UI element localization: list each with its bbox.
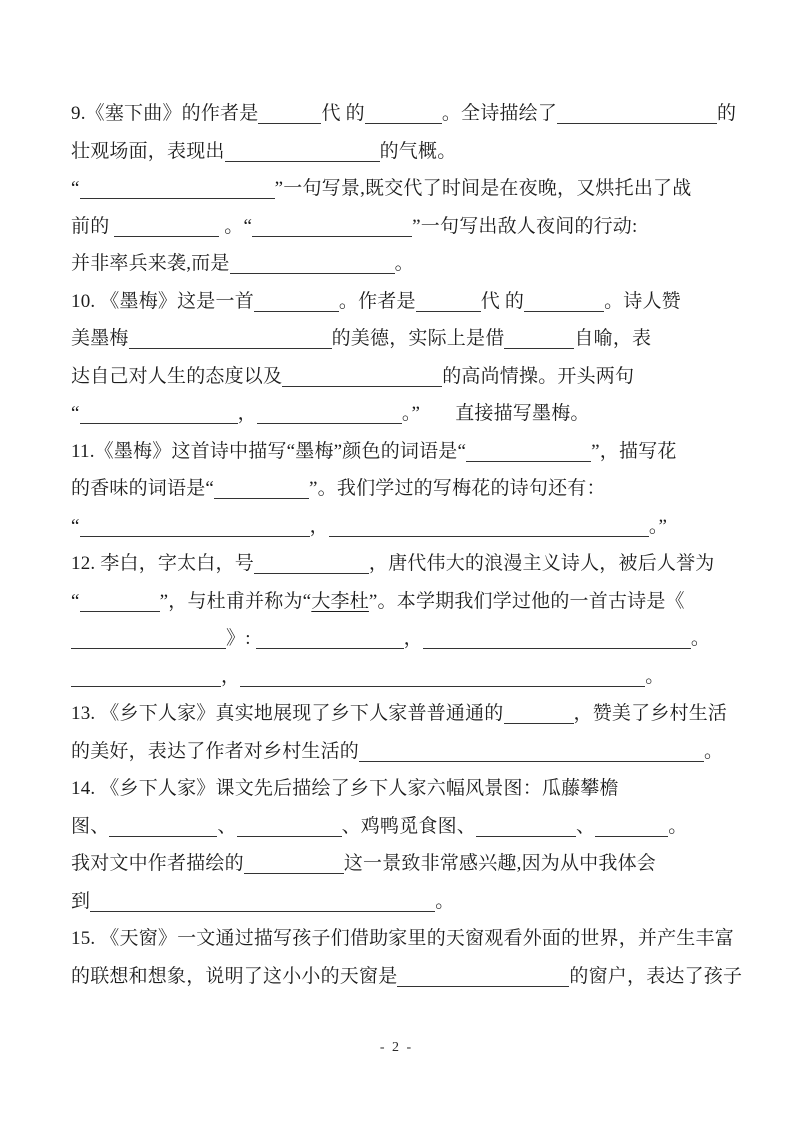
line-text: 14. 《乡下人家》课文先后描绘了乡下人家六幅风景图：瓜藤攀檐: [71, 778, 619, 799]
line-text: ，唐代伟大的浪漫主义诗人，被后人誉为: [368, 553, 715, 574]
line-text: 直接描写墨梅。: [455, 403, 590, 424]
document-body: [71, 95, 753, 995]
text-line: [71, 133, 753, 171]
fill-in-blank: [109, 814, 217, 837]
fill-in-blank: [504, 701, 574, 724]
text-line: [71, 733, 753, 771]
text-line: [71, 170, 753, 208]
text-line: [71, 770, 753, 808]
line-text: ，: [221, 665, 241, 687]
text-line: [71, 845, 753, 883]
text-line: [71, 920, 753, 958]
line-text: 。诗人赞: [604, 290, 681, 312]
line-text: 图、: [71, 815, 110, 837]
line-text: 9.《塞下曲》的作者是: [71, 103, 259, 124]
text-line: [71, 320, 753, 358]
fill-in-blank: [244, 851, 344, 874]
line-text: 。”: [401, 403, 421, 424]
line-text: 。: [668, 815, 688, 837]
line-text: 。”: [648, 515, 668, 537]
line-text: 代 的: [480, 290, 525, 312]
line-text: ，赞美了乡村生活: [573, 703, 728, 724]
line-text: ，: [237, 403, 257, 424]
line-text: ”一句写出敌人夜间的行动:: [412, 215, 638, 237]
text-line: [71, 658, 753, 696]
text-line: [71, 245, 753, 283]
line-text: 15. 《天窗》一文通过描写孩子们借助家里的天窗观看外面的世界，并产生丰富: [71, 928, 734, 949]
fill-in-blank: [240, 664, 645, 687]
line-text: 的美德，实际上是借: [331, 328, 505, 349]
line-text: ”，描写花: [591, 440, 677, 462]
line-text: 、: [576, 815, 596, 837]
line-text: 到: [71, 890, 91, 912]
line-text: 前的: [71, 215, 115, 237]
line-text: 。“: [219, 215, 253, 237]
fill-in-blank: [80, 401, 238, 424]
page-number: - 2 -: [379, 1040, 414, 1055]
line-text: 的气概。: [379, 140, 457, 162]
line-text: 美墨梅: [71, 328, 129, 349]
fill-in-blank: [524, 289, 604, 312]
line-text: 达自己对人生的态度以及: [71, 365, 283, 387]
fill-in-blank: [71, 664, 221, 687]
text-line: [71, 208, 753, 246]
fill-in-blank: [225, 139, 380, 162]
line-text: “: [71, 178, 80, 199]
spacing-gap: [420, 418, 455, 419]
text-line: [71, 470, 753, 508]
line-text: 的联想和想象，说明了这小小的天窗是: [71, 965, 398, 987]
fill-in-blank: [504, 326, 574, 349]
line-text: 的美好，表达了作者对乡村生活的: [71, 740, 360, 762]
fill-in-blank: [423, 626, 691, 649]
line-text: 。: [435, 890, 455, 912]
line-text: “: [71, 403, 80, 424]
line-text: 、: [217, 815, 237, 837]
fill-in-blank: [254, 551, 369, 574]
line-text: 。: [690, 628, 711, 649]
fill-in-blank: [466, 439, 591, 462]
line-text: 。全诗描绘了: [441, 103, 558, 124]
text-line: [71, 95, 753, 133]
line-text: 壮观场面，表现出: [71, 140, 225, 162]
text-line: [71, 433, 753, 471]
line-text: 》:: [226, 628, 256, 649]
text-line: [71, 620, 753, 658]
fill-in-blank: [80, 176, 275, 199]
line-text: 。作者是: [338, 290, 416, 312]
fill-in-blank: [359, 739, 704, 762]
line-text: 、鸡鸭觅食图、: [341, 815, 477, 837]
fill-in-blank: [476, 814, 576, 837]
line-text: “: [71, 515, 80, 537]
text-line: [71, 883, 753, 921]
fill-in-blank: [365, 101, 442, 124]
line-text: 。: [394, 253, 414, 274]
fill-in-blank: [71, 626, 226, 649]
fill-in-blank: [80, 514, 310, 537]
line-text: 。: [704, 740, 724, 762]
fill-in-blank: [557, 101, 717, 124]
fill-in-blank: [129, 326, 332, 349]
line-text: 12. 李白，字太白，号: [71, 553, 254, 574]
fill-in-blank: [258, 101, 321, 124]
fill-in-blank: [416, 289, 481, 312]
text-line: [71, 395, 753, 433]
text-line: [71, 583, 753, 621]
line-text: 自喻，表: [574, 328, 652, 349]
text-line: [71, 958, 753, 996]
line-text: ，: [309, 515, 329, 537]
text-line: [71, 808, 753, 846]
line-text: 11.《墨梅》这首诗中描写“墨梅”颜色的词语是“: [71, 440, 467, 462]
underlined-text: 大李杜: [311, 590, 369, 612]
fill-in-blank: [90, 889, 435, 912]
line-text: “: [71, 590, 80, 612]
line-text: ，: [403, 628, 423, 649]
fill-in-blank: [237, 814, 342, 837]
fill-in-blank: [329, 514, 649, 537]
fill-in-blank: [252, 214, 412, 237]
line-text: 13. 《乡下人家》真实地展现了乡下人家普普通通的: [71, 703, 504, 724]
fill-in-blank: [257, 401, 402, 424]
line-text: ”。我们学过的写梅花的诗句还有：: [309, 478, 606, 499]
line-text: ”。本学期我们学过他的一首古诗是《: [368, 590, 685, 612]
text-line: [71, 358, 753, 396]
line-text: 的: [717, 103, 737, 124]
text-line: [71, 545, 753, 583]
fill-in-blank: [256, 626, 404, 649]
line-text: 并非率兵来袭,而是: [71, 253, 230, 274]
fill-in-blank: [254, 289, 339, 312]
text-line: [71, 508, 753, 546]
line-text: 这一景致非常感兴趣,因为从中我体会: [343, 853, 656, 874]
fill-in-blank: [595, 814, 668, 837]
text-line: [71, 695, 753, 733]
fill-in-blank: [214, 476, 309, 499]
line-text: ”一句写景,既交代了时间是在夜晚，又烘托出了战: [274, 178, 692, 199]
line-text: 的高尚情操。开头两句: [442, 365, 635, 387]
line-text: 的香味的词语是“: [71, 478, 215, 499]
line-text: 。: [645, 665, 665, 687]
line-text: 我对文中作者描绘的: [71, 853, 244, 874]
line-text: 10. 《墨梅》这是一首: [71, 290, 254, 312]
fill-in-blank: [80, 589, 160, 612]
fill-in-blank: [230, 251, 395, 274]
line-text: 代 的: [321, 103, 365, 124]
text-line: [71, 283, 753, 321]
line-text: 的窗户，表达了孩子: [569, 965, 743, 987]
fill-in-blank: [397, 964, 569, 987]
fill-in-blank: [114, 214, 219, 237]
line-text: ”，与杜甫并称为“: [159, 590, 312, 612]
fill-in-blank: [282, 364, 442, 387]
